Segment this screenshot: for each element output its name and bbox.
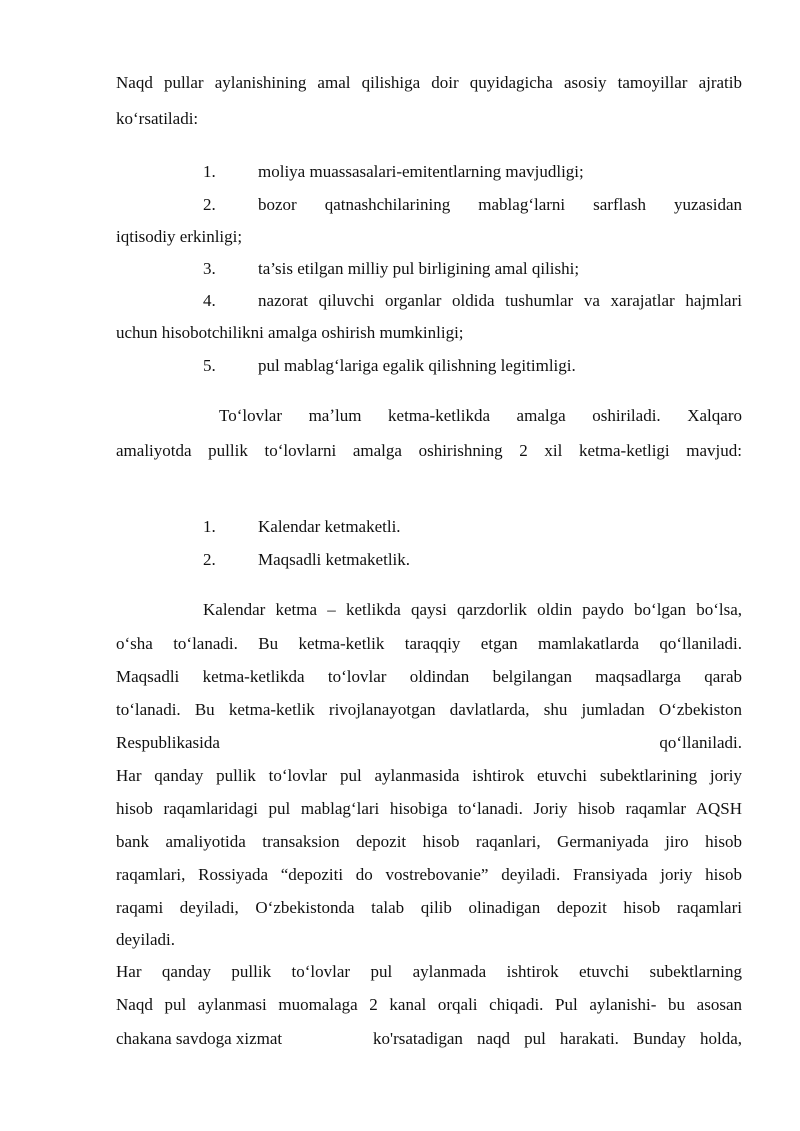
principle-2-text: bozor qatnashchilarining mablagʻlarni sarflash yuzasidan (258, 195, 742, 214)
principle-4-number: 4. (203, 291, 216, 310)
body-p3-last-right: ko'rsatadigan naqd pul harakati. Bunday holda, (373, 1029, 742, 1048)
principle-4-text: nazorat qiluvchi organlar oldida tushumlar va xarajatlar hajmlari (258, 291, 742, 310)
sequence-1-text: Kalendar ketmaketli. (258, 517, 401, 536)
body-p2-line-1: Har qanday pullik toʻlovlar pul aylanmasida ishtirok etuvchi subektlarining joriy (116, 766, 742, 785)
principle-3-text: ta’sis etilgan milliy pul birligining amal qilishi; (258, 259, 580, 278)
principle-5-text: pul mablagʻlariga egalik qilishning legitimligi. (258, 356, 576, 375)
principle-1-text: moliya muassasalari-emitentlarning mavjudligi; (258, 162, 584, 181)
body-p1-line-4: toʻlanadi. Bu ketma-ketlik rivojlanayotgan davlatlarda, shu jumladan Oʻzbekiston (116, 700, 742, 719)
body-p2-line-2: hisob raqamlaridagi pul mablagʻlari hisobiga toʻlanadi. Joriy hisob raqamlar AQSH (116, 799, 742, 818)
body-p3-last-left: chakana savdoga xizmat (116, 1029, 283, 1048)
body-p2-line-4: raqamlari, Rossiyada “depoziti do vostrebovanie” deyiladi. Fransiyada joriy hisob (116, 865, 742, 884)
principle-3-number: 3. (203, 259, 216, 278)
body-p1-line-3: Maqsadli ketma-ketlikda toʻlovlar oldindan belgilangan maqsadlarga qarab (116, 667, 742, 686)
body-p1-line-1: Kalendar ketma – ketlikda qaysi qarzdorlik oldin paydo boʻlgan boʻlsa, (203, 600, 742, 619)
body-p2-line-3: bank amaliyotida transaksion depozit hisob raqanlari, Germaniyada jiro hisob (116, 832, 742, 851)
body-p1-line-2: oʻsha toʻlanadi. Bu ketma-ketlik taraqqiy etgan mamlakatlarda qoʻllaniladi. (116, 634, 742, 653)
intro-line-1: Naqd pullar aylanishining amal qilishiga doir quyidagicha asosiy tamoyillar ajratib (116, 73, 742, 92)
principle-1-number: 1. (203, 162, 216, 181)
sequence-2-text: Maqsadli ketmaketlik. (258, 550, 411, 569)
body-p1-last-right: qoʻllaniladi. (659, 733, 742, 752)
body-p2-last: deyiladi. (116, 930, 176, 949)
sequence-1-number: 1. (203, 517, 216, 536)
sequence-intro-line-1: Toʻlovlar maʼlum ketma-ketlikda amalga oshiriladi. Xalqaro (219, 406, 742, 425)
principle-2-continuation: iqtisodiy erkinligi; (116, 227, 243, 246)
intro-line-2: koʻrsatiladi: (116, 109, 199, 128)
sequence-intro-line-2: amaliyotda pullik toʻlovlarni amalga oshirishning 2 xil ketma-ketligi mavjud: (116, 441, 742, 460)
principle-4-continuation: uchun hisobotchilikni amalga oshirish mumkinligi; (116, 323, 464, 342)
principle-5-number: 5. (203, 356, 216, 375)
body-p1-last-left: Respublikasida (116, 733, 220, 752)
body-p2-line-5: raqami deyiladi, Oʻzbekistonda talab qilib olinadigan depozit hisob raqamlari (116, 898, 742, 917)
principle-2-number: 2. (203, 195, 216, 214)
body-p3-line-2: Naqd pul aylanmasi muomalaga 2 kanal orqali chiqadi. Pul aylanishi- bu asosan (116, 995, 742, 1014)
body-p3-line-1: Har qanday pullik toʻlovlar pul aylanmada ishtirok etuvchi subektlarning (116, 962, 742, 981)
sequence-2-number: 2. (203, 550, 216, 569)
